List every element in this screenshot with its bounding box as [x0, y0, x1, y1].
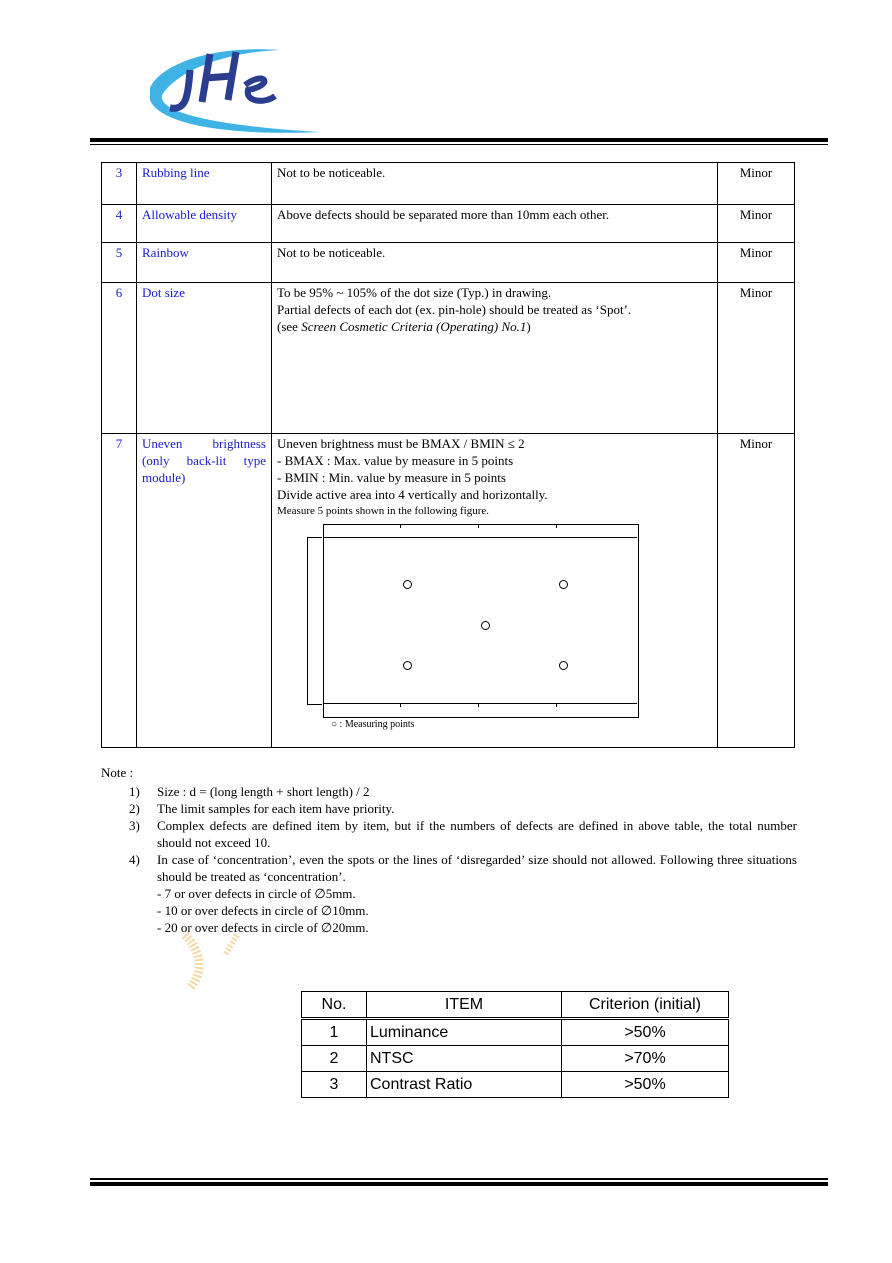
note-sub-item: - 10 or over defects in circle of ∅10mm.: [157, 903, 369, 918]
watermark-logo: [175, 930, 255, 995]
figure-caption: Measure 5 points shown in the following figure.: [277, 505, 490, 517]
active-area-bottom: [323, 703, 637, 704]
row-item: Dot size: [137, 283, 272, 434]
row-item: Allowable density: [137, 205, 272, 243]
notes-list: [101, 783, 797, 885]
row-item: [137, 434, 272, 748]
note-number: 4): [129, 852, 140, 867]
row-number: 5: [102, 243, 137, 283]
criteria-line: Uneven brightness must be BMAX / BMIN ≤ 2: [277, 436, 525, 451]
item-line: module): [142, 470, 186, 485]
ref-suffix: ): [526, 319, 531, 334]
measuring-point: [403, 661, 412, 670]
criteria-line: - BMAX : Max. value by measure in 5 points: [277, 453, 514, 468]
table-row: [102, 283, 795, 434]
note-text: Complex defects are defined item by item, but if the numbers of defects are defined in above table, the total number should not exceed 10.: [157, 818, 797, 850]
note-number: 3): [129, 818, 140, 833]
row-number: 3: [102, 163, 137, 205]
row-number: 6: [102, 283, 137, 434]
row-class: Minor: [718, 434, 795, 748]
header-rule-thin: [90, 144, 828, 145]
criteria-line: To be 95% ~ 105% of the dot size (Typ.) in drawing.: [277, 285, 552, 300]
table-header-row: [302, 992, 729, 1019]
item-line: Uneven brightness: [142, 436, 266, 451]
division-tick: [400, 703, 401, 707]
note-item: [101, 851, 797, 885]
note-sub-item: - 20 or over defects in circle of ∅20mm.: [157, 920, 369, 935]
criterion-table: [301, 991, 729, 1098]
note-number: 1): [129, 784, 140, 799]
figure-legend: ○ : Measuring points: [331, 719, 415, 730]
row-criteria: Above defects should be separated more than 10mm each other.: [272, 205, 718, 243]
criteria-reference: [277, 318, 712, 335]
measuring-points-figure: [307, 524, 637, 734]
note-item: [101, 783, 797, 800]
cell-item: Luminance: [367, 1019, 562, 1046]
table-row: [102, 163, 795, 205]
header-rule: [90, 138, 828, 142]
row-item: Rubbing line: [137, 163, 272, 205]
note-number: 2): [129, 801, 140, 816]
measuring-point: [559, 661, 568, 670]
division-tick: [556, 703, 557, 707]
cell-no: 1: [302, 1019, 367, 1046]
company-logo: [140, 40, 330, 140]
panel-edge: [307, 537, 322, 705]
division-tick: [478, 703, 479, 707]
division-tick: [478, 524, 479, 528]
col-header-item: ITEM: [367, 992, 562, 1019]
cell-item: NTSC: [367, 1046, 562, 1072]
criteria-line: - BMIN : Min. value by measure in 5 points: [277, 470, 506, 485]
measuring-point: [559, 580, 568, 589]
table-row: [302, 1019, 729, 1046]
division-tick: [400, 524, 401, 528]
measuring-point: [403, 580, 412, 589]
row-criteria: Not to be noticeable.: [272, 163, 718, 205]
cell-no: 2: [302, 1046, 367, 1072]
footer-rule: [90, 1182, 828, 1186]
note-item: [101, 817, 797, 851]
row-criteria: [272, 434, 718, 748]
note-text: In case of ‘concentration’, even the spots or the lines of ‘disregarded’ size should not allowed. Following three situations should be treated as ‘concentration’.: [157, 852, 797, 884]
row-criteria: Not to be noticeable.: [272, 243, 718, 283]
defects-table: [101, 162, 795, 748]
cell-criterion: >70%: [562, 1046, 729, 1072]
note-item: [101, 800, 797, 817]
notes-section: [101, 764, 797, 936]
row-number: 4: [102, 205, 137, 243]
cell-no: 3: [302, 1072, 367, 1098]
active-area-top: [323, 537, 637, 538]
row-criteria: [272, 283, 718, 434]
table-row: [102, 243, 795, 283]
criteria-line: Divide active area into 4 vertically and horizontally.: [277, 487, 548, 502]
cell-item: Contrast Ratio: [367, 1072, 562, 1098]
measuring-point: [481, 621, 490, 630]
table-row: [102, 434, 795, 748]
ref-title: Screen Cosmetic Criteria (Operating) No.1: [301, 319, 527, 334]
row-class: Minor: [718, 163, 795, 205]
col-header-criterion: Criterion (initial): [562, 992, 729, 1019]
note-text: The limit samples for each item have priority.: [157, 801, 395, 816]
cell-criterion: >50%: [562, 1019, 729, 1046]
notes-heading: Note :: [101, 765, 134, 780]
footer-rule-thin: [90, 1178, 828, 1180]
division-tick: [556, 524, 557, 528]
panel-outline: [323, 524, 639, 718]
col-header-no: No.: [302, 992, 367, 1019]
ref-prefix: (see: [277, 319, 302, 334]
row-class: Minor: [718, 205, 795, 243]
row-item: Rainbow: [137, 243, 272, 283]
row-class: Minor: [718, 283, 795, 434]
table-row: [302, 1046, 729, 1072]
item-line: (only back-lit type: [142, 453, 266, 468]
table-row: [102, 205, 795, 243]
note-text: Size : d = (long length + short length) / 2: [157, 784, 370, 799]
note-sub-item: - 7 or over defects in circle of ∅5mm.: [157, 886, 356, 901]
criteria-line: Partial defects of each dot (ex. pin-hole) should be treated as ‘Spot’.: [277, 302, 632, 317]
cell-criterion: >50%: [562, 1072, 729, 1098]
table-row: [302, 1072, 729, 1098]
row-number: 7: [102, 434, 137, 748]
row-class: Minor: [718, 243, 795, 283]
